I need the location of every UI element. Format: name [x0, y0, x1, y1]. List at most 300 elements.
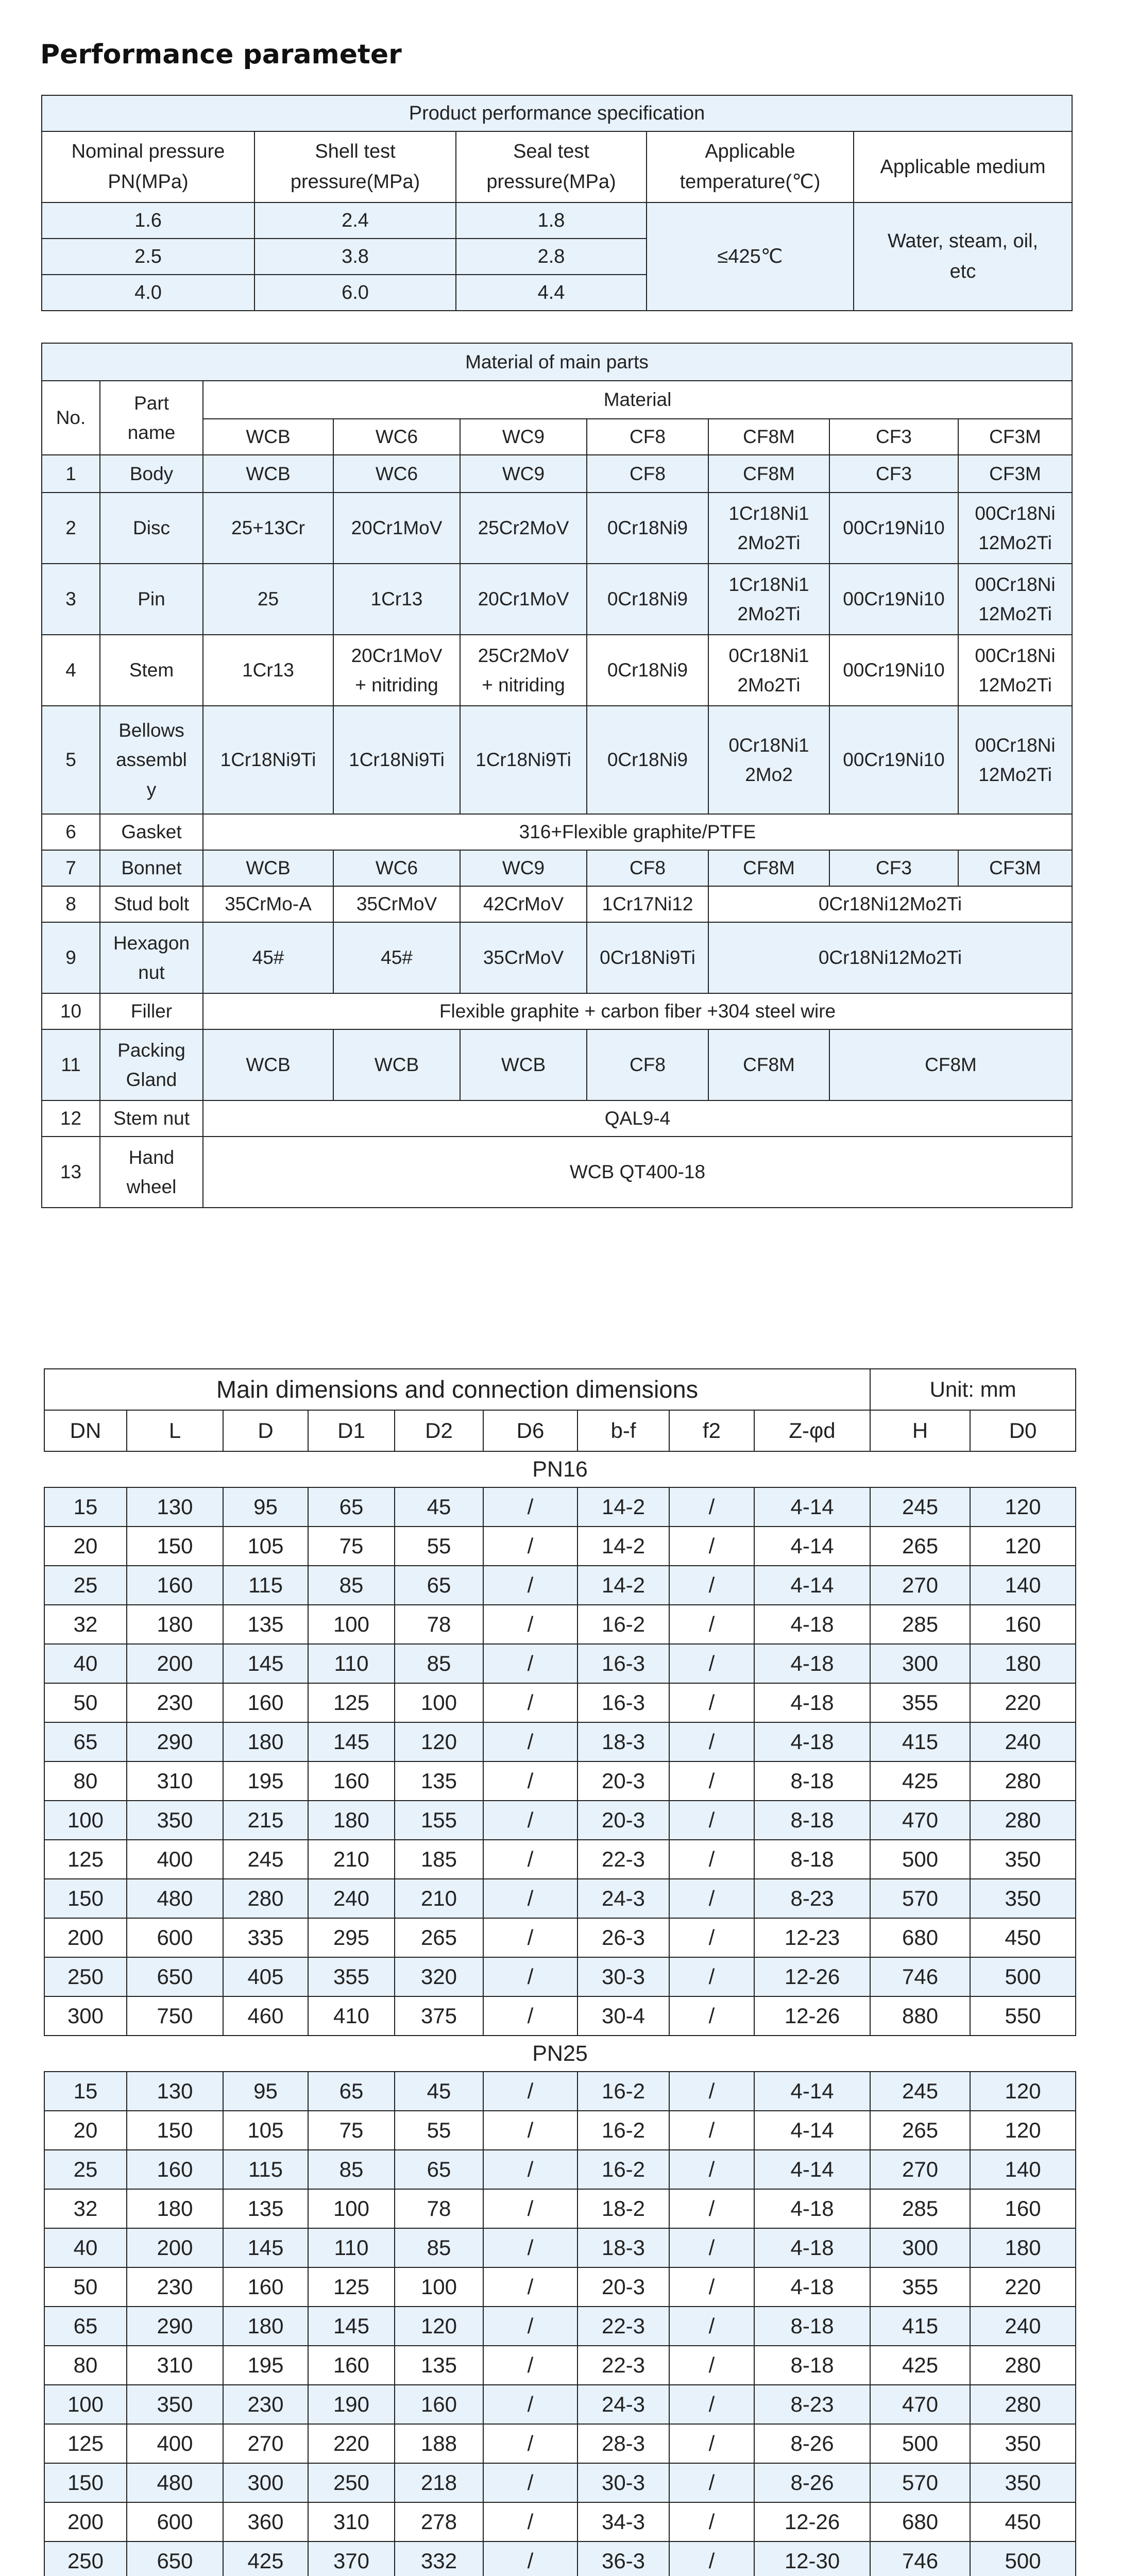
table-cell: 78 — [395, 2189, 483, 2228]
material-cell: WC9 — [460, 455, 587, 493]
row-number: 7 — [42, 850, 100, 886]
table-cell: 30-3 — [578, 1957, 669, 1996]
table-cell: 218 — [395, 2463, 483, 2502]
table-cell: 120 — [970, 1487, 1076, 1527]
table-cell: 20-3 — [578, 1761, 669, 1801]
table-cell: / — [483, 2463, 578, 2502]
material-cell: 00Cr19Ni10 — [829, 493, 958, 564]
table-cell: 12-26 — [754, 1957, 870, 1996]
table-cell: 650 — [127, 2541, 223, 2576]
table-cell: 230 — [223, 2385, 308, 2424]
table-cell: 4.4 — [456, 275, 647, 311]
table-cell: / — [669, 2385, 754, 2424]
materials-table-title: Material of main parts — [42, 343, 1072, 381]
table-row — [42, 564, 1072, 635]
column-header: b-f — [578, 1410, 669, 1451]
dimensions-table — [44, 1368, 1076, 2576]
table-cell: 375 — [395, 1996, 483, 2036]
table-cell: 245 — [870, 1487, 970, 1527]
row-number: 12 — [42, 1100, 100, 1137]
table-cell: 200 — [44, 1918, 127, 1957]
page-title: Performance parameter — [40, 39, 402, 70]
table-cell: 120 — [970, 2072, 1076, 2111]
table-cell: 14-2 — [578, 1566, 669, 1605]
table-cell: / — [483, 1918, 578, 1957]
table-cell: 350 — [127, 1801, 223, 1840]
table-cell: 45 — [395, 1487, 483, 1527]
table-cell: 80 — [44, 1761, 127, 1801]
table-cell: 30-4 — [578, 1996, 669, 2036]
table-cell: 195 — [223, 1761, 308, 1801]
row-number: 8 — [42, 886, 100, 922]
table-cell: / — [669, 1683, 754, 1722]
table-cell: 65 — [308, 1487, 395, 1527]
table-cell: / — [669, 1605, 754, 1644]
table-cell: 2.4 — [254, 202, 456, 239]
table-cell: 78 — [395, 1605, 483, 1644]
table-cell: 180 — [127, 1605, 223, 1644]
table-cell: 55 — [395, 2111, 483, 2150]
performance-spec-table — [41, 95, 1073, 311]
table-cell: 270 — [223, 2424, 308, 2463]
table-cell: / — [669, 2424, 754, 2463]
temperature-cell: ≤425℃ — [647, 202, 854, 311]
table-cell: 110 — [308, 2228, 395, 2267]
table-cell: 310 — [308, 2502, 395, 2541]
table-cell: 480 — [127, 2463, 223, 2502]
column-header: Z-φd — [754, 1410, 870, 1451]
table-row — [44, 1527, 1076, 1566]
table-cell: / — [483, 2346, 578, 2385]
table-cell: 125 — [44, 1840, 127, 1879]
table-cell: 425 — [870, 1761, 970, 1801]
table-cell: / — [669, 2463, 754, 2502]
table-cell: 355 — [870, 2267, 970, 2307]
table-cell: / — [483, 2307, 578, 2346]
table-cell: / — [669, 1644, 754, 1683]
part-name: Hexagon nut — [100, 922, 203, 993]
table-cell: 450 — [970, 1918, 1076, 1957]
material-cell: 0Cr18Ni9 — [587, 493, 708, 564]
column-header: DN — [44, 1410, 127, 1451]
table-cell: 22-3 — [578, 1840, 669, 1879]
table-cell: 145 — [223, 2228, 308, 2267]
table-cell: 20 — [44, 1527, 127, 1566]
table-cell: / — [669, 1722, 754, 1761]
table-cell: 360 — [223, 2502, 308, 2541]
table-cell: 350 — [970, 2424, 1076, 2463]
table-cell: 6.0 — [254, 275, 456, 311]
material-cell: CF8M — [708, 850, 829, 886]
grade-header: CF8 — [587, 419, 708, 455]
table-cell: 570 — [870, 1879, 970, 1918]
table-cell: 4-18 — [754, 2267, 870, 2307]
table-cell: 25 — [44, 2150, 127, 2189]
table-cell: 160 — [223, 2267, 308, 2307]
table-cell: 135 — [223, 1605, 308, 1644]
table-cell: 150 — [44, 2463, 127, 2502]
table-cell: 135 — [395, 1761, 483, 1801]
material-cell: 20Cr1MoV — [333, 493, 460, 564]
table-cell: / — [669, 2267, 754, 2307]
table-cell: / — [483, 2502, 578, 2541]
table-cell: 40 — [44, 2228, 127, 2267]
material-cell: 00Cr19Ni10 — [829, 635, 958, 706]
table-cell: 4-14 — [754, 1527, 870, 1566]
table-cell: 8-18 — [754, 1801, 870, 1840]
column-header: D0 — [970, 1410, 1076, 1451]
table-cell: 110 — [308, 1644, 395, 1683]
table-cell: 500 — [870, 2424, 970, 2463]
table-cell: 125 — [308, 1683, 395, 1722]
material-cell: 20Cr1MoV + nitriding — [333, 635, 460, 706]
table-cell: 355 — [308, 1957, 395, 1996]
material-cell: 35CrMoV — [460, 922, 587, 993]
table-cell: 160 — [970, 1605, 1076, 1644]
table-cell: 95 — [223, 2072, 308, 2111]
table-cell: 105 — [223, 1527, 308, 1566]
table-cell: 25 — [44, 1566, 127, 1605]
table-row — [44, 2502, 1076, 2541]
table-cell: 480 — [127, 1879, 223, 1918]
table-cell: 14-2 — [578, 1527, 669, 1566]
table-cell: / — [669, 1761, 754, 1801]
table-cell: 4-18 — [754, 2228, 870, 2267]
table-cell: 500 — [870, 1840, 970, 1879]
table-cell: 270 — [870, 1566, 970, 1605]
table-cell: 410 — [308, 1996, 395, 2036]
table-cell: / — [483, 1644, 578, 1683]
row-number: 13 — [42, 1137, 100, 1208]
table-cell: 415 — [870, 1722, 970, 1761]
unit-label: Unit: mm — [870, 1369, 1076, 1410]
table-cell: 100 — [308, 1605, 395, 1644]
material-cell: 1Cr18Ni1 2Mo2Ti — [708, 493, 829, 564]
table-cell: 4-18 — [754, 1644, 870, 1683]
material-cell: CF8 — [587, 455, 708, 493]
table-row — [44, 1722, 1076, 1761]
table-cell: 150 — [44, 1879, 127, 1918]
material-cell: WCB — [203, 850, 333, 886]
table-cell: / — [483, 1566, 578, 1605]
table-cell: 680 — [870, 1918, 970, 1957]
table-row — [44, 2111, 1076, 2150]
row-number: 3 — [42, 564, 100, 635]
table-row — [44, 2541, 1076, 2576]
table-cell: 4-18 — [754, 1722, 870, 1761]
material-cell: 00Cr18Ni 12Mo2Ti — [958, 564, 1072, 635]
table-cell: 335 — [223, 1918, 308, 1957]
column-header: D1 — [308, 1410, 395, 1451]
table-cell: 750 — [127, 1996, 223, 2036]
table-cell: 550 — [970, 1996, 1076, 2036]
table-cell: 100 — [395, 2267, 483, 2307]
table-cell: 570 — [870, 2463, 970, 2502]
material-cell: CF8 — [587, 850, 708, 886]
material-cell: 0Cr18Ni1 2Mo2 — [708, 706, 829, 814]
material-cell: 35CrMo-A — [203, 886, 333, 922]
table-cell: 332 — [395, 2541, 483, 2576]
table-cell: / — [669, 1801, 754, 1840]
material-cell: 35CrMoV — [333, 886, 460, 922]
dimensions-table-title: Main dimensions and connection dimensions — [44, 1369, 870, 1410]
material-cell: CF3 — [829, 455, 958, 493]
table-cell: / — [669, 1527, 754, 1566]
table-cell: 180 — [970, 2228, 1076, 2267]
row-number: 11 — [42, 1029, 100, 1100]
material-cell: CF8M — [708, 1029, 829, 1100]
material-cell: 25Cr2MoV + nitriding — [460, 635, 587, 706]
table-row — [44, 2463, 1076, 2502]
table-cell: 160 — [395, 2385, 483, 2424]
section-label: PN25 — [44, 2036, 1076, 2072]
table-cell: 230 — [127, 1683, 223, 1722]
table-cell: 24-3 — [578, 1879, 669, 1918]
table-cell: / — [669, 2307, 754, 2346]
material-cell: WCB — [333, 1029, 460, 1100]
table-cell: 145 — [223, 1644, 308, 1683]
material-cell: Flexible graphite + carbon fiber +304 steel wire — [203, 993, 1072, 1029]
table-cell: 270 — [870, 2150, 970, 2189]
material-cell: 00Cr18Ni 12Mo2Ti — [958, 635, 1072, 706]
table-cell: / — [483, 1487, 578, 1527]
table-cell: 125 — [44, 2424, 127, 2463]
material-cell: 00Cr19Ni10 — [829, 564, 958, 635]
table-row — [44, 1879, 1076, 1918]
table-cell: 130 — [127, 1487, 223, 1527]
table-cell: / — [669, 2502, 754, 2541]
table-cell: 120 — [970, 2111, 1076, 2150]
material-cell: CF3 — [829, 850, 958, 886]
material-cell: 1Cr13 — [333, 564, 460, 635]
table-cell: 28-3 — [578, 2424, 669, 2463]
table-row — [44, 2385, 1076, 2424]
material-cell: WCB — [203, 455, 333, 493]
table-row — [44, 1683, 1076, 1722]
table-cell: 140 — [970, 1566, 1076, 1605]
material-cell: WCB — [460, 1029, 587, 1100]
material-cell: 0Cr18Ni9 — [587, 564, 708, 635]
table-cell: 2.5 — [42, 239, 254, 275]
table-cell: 155 — [395, 1801, 483, 1840]
table-cell: 680 — [870, 2502, 970, 2541]
table-cell: / — [669, 1840, 754, 1879]
table-cell: / — [483, 2150, 578, 2189]
table-cell: 240 — [970, 1722, 1076, 1761]
material-cell: QAL9-4 — [203, 1100, 1072, 1137]
table-row — [42, 993, 1072, 1029]
table-cell: 80 — [44, 2346, 127, 2385]
table-cell: / — [483, 2541, 578, 2576]
material-cell: 00Cr19Ni10 — [829, 706, 958, 814]
table-cell: 20-3 — [578, 2267, 669, 2307]
table-cell: 120 — [395, 1722, 483, 1761]
table-cell: 160 — [970, 2189, 1076, 2228]
table-cell: 4-14 — [754, 1566, 870, 1605]
material-cell: 1Cr18Ni1 2Mo2Ti — [708, 564, 829, 635]
table-cell: 180 — [127, 2189, 223, 2228]
table-cell: 115 — [223, 2150, 308, 2189]
table-cell: 8-26 — [754, 2424, 870, 2463]
material-cell: 0Cr18Ni12Mo2Ti — [708, 886, 1072, 922]
table-cell: 280 — [970, 2385, 1076, 2424]
material-cell: 25+13Cr — [203, 493, 333, 564]
table-cell: 22-3 — [578, 2346, 669, 2385]
table-row — [42, 455, 1072, 493]
table-row — [44, 1761, 1076, 1801]
table-cell: 185 — [395, 1840, 483, 1879]
table-cell: 4-18 — [754, 1683, 870, 1722]
material-cell: 0Cr18Ni1 2Mo2Ti — [708, 635, 829, 706]
row-number: 9 — [42, 922, 100, 993]
table-cell: 50 — [44, 2267, 127, 2307]
table-cell: 85 — [308, 1566, 395, 1605]
table-row — [44, 1566, 1076, 1605]
table-cell: 310 — [127, 2346, 223, 2385]
table-cell: 8-23 — [754, 1879, 870, 1918]
material-header: Material — [203, 381, 1072, 419]
row-number: 10 — [42, 993, 100, 1029]
part-name: Bonnet — [100, 850, 203, 886]
table-cell: 4-14 — [754, 1487, 870, 1527]
table-row — [42, 1029, 1072, 1100]
table-cell: / — [483, 1879, 578, 1918]
table-row — [44, 2189, 1076, 2228]
table-cell: 1.6 — [42, 202, 254, 239]
column-header: L — [127, 1410, 223, 1451]
table-cell: 4-14 — [754, 2111, 870, 2150]
table-cell: 105 — [223, 2111, 308, 2150]
table-row — [44, 2346, 1076, 2385]
table-cell: 470 — [870, 2385, 970, 2424]
table-cell: 12-26 — [754, 2502, 870, 2541]
header-nominal-pressure: Nominal pressure PN(MPa) — [42, 131, 254, 202]
table-cell: / — [483, 2424, 578, 2463]
grade-header: CF3 — [829, 419, 958, 455]
table-cell: 240 — [308, 1879, 395, 1918]
table-cell: 100 — [395, 1683, 483, 1722]
table-row — [42, 1137, 1072, 1208]
table-cell: 500 — [970, 1957, 1076, 1996]
table-cell: 100 — [308, 2189, 395, 2228]
table-cell: 400 — [127, 1840, 223, 1879]
header-applicable-temperature: Applicable temperature(℃) — [647, 131, 854, 202]
table-cell: 32 — [44, 2189, 127, 2228]
table-cell: / — [483, 1801, 578, 1840]
part-name: Hand wheel — [100, 1137, 203, 1208]
table-cell: 65 — [44, 2307, 127, 2346]
table-cell: / — [669, 2150, 754, 2189]
table-cell: 150 — [127, 1527, 223, 1566]
table-cell: 278 — [395, 2502, 483, 2541]
table-cell: / — [669, 2541, 754, 2576]
row-number: 1 — [42, 455, 100, 493]
material-cell: CF3M — [958, 850, 1072, 886]
table-cell: 250 — [44, 2541, 127, 2576]
table-cell: 180 — [308, 1801, 395, 1840]
table-cell: 65 — [44, 1722, 127, 1761]
table-cell: / — [483, 1722, 578, 1761]
material-cell: 42CrMoV — [460, 886, 587, 922]
table-cell: 26-3 — [578, 1918, 669, 1957]
table-cell: 188 — [395, 2424, 483, 2463]
table-cell: 160 — [308, 2346, 395, 2385]
row-number: 2 — [42, 493, 100, 564]
table-row — [42, 886, 1072, 922]
table-cell: / — [483, 2111, 578, 2150]
table-cell: 400 — [127, 2424, 223, 2463]
material-cell: CF8M — [829, 1029, 1072, 1100]
column-header: D — [223, 1410, 308, 1451]
grade-header: WCB — [203, 419, 333, 455]
medium-cell: Water, steam, oil, etc — [854, 202, 1072, 311]
grade-header: CF3M — [958, 419, 1072, 455]
table-cell: 200 — [127, 2228, 223, 2267]
table-cell: / — [483, 2385, 578, 2424]
table-cell: 85 — [395, 2228, 483, 2267]
table-cell: 40 — [44, 1644, 127, 1683]
table-cell: 240 — [970, 2307, 1076, 2346]
table-cell: 220 — [970, 1683, 1076, 1722]
table-cell: 15 — [44, 2072, 127, 2111]
table-cell: 425 — [223, 2541, 308, 2576]
table-cell: 125 — [308, 2267, 395, 2307]
table-row — [44, 1996, 1076, 2036]
table-cell: 85 — [308, 2150, 395, 2189]
table-cell: / — [669, 1996, 754, 2036]
part-name: Filler — [100, 993, 203, 1029]
table-cell: 8-18 — [754, 2346, 870, 2385]
table-cell: 1.8 — [456, 202, 647, 239]
table-cell: 355 — [870, 1683, 970, 1722]
table-cell: 145 — [308, 2307, 395, 2346]
table-cell: 350 — [970, 1840, 1076, 1879]
table-row — [44, 1918, 1076, 1957]
table-cell: 12-26 — [754, 1996, 870, 2036]
table-cell: 145 — [308, 1722, 395, 1761]
table-cell: 32 — [44, 1605, 127, 1644]
material-cell: 25Cr2MoV — [460, 493, 587, 564]
table-cell: 280 — [223, 1879, 308, 1918]
table-cell: 230 — [127, 2267, 223, 2307]
table-row — [44, 2072, 1076, 2111]
grade-header: WC6 — [333, 419, 460, 455]
table-cell: 460 — [223, 1996, 308, 2036]
table-cell: 300 — [870, 1644, 970, 1683]
material-cell: CF8 — [587, 1029, 708, 1100]
row-number: 5 — [42, 706, 100, 814]
grade-header: WC9 — [460, 419, 587, 455]
part-name: Disc — [100, 493, 203, 564]
material-cell: 1Cr17Ni12 — [587, 886, 708, 922]
table-cell: / — [483, 2228, 578, 2267]
table-cell: / — [669, 2072, 754, 2111]
table-row — [42, 635, 1072, 706]
table-cell: 75 — [308, 1527, 395, 1566]
table-cell: 195 — [223, 2346, 308, 2385]
row-number: 6 — [42, 814, 100, 850]
table-cell: 120 — [395, 2307, 483, 2346]
table-cell: 280 — [970, 1801, 1076, 1840]
table-cell: 16-3 — [578, 1644, 669, 1683]
table-row — [44, 1644, 1076, 1683]
table-cell: 30-3 — [578, 2463, 669, 2502]
table-cell: 285 — [870, 1605, 970, 1644]
table-cell: / — [669, 1487, 754, 1527]
material-cell: 1Cr18Ni9Ti — [460, 706, 587, 814]
table-cell: 320 — [395, 1957, 483, 1996]
table-cell: 12-23 — [754, 1918, 870, 1957]
